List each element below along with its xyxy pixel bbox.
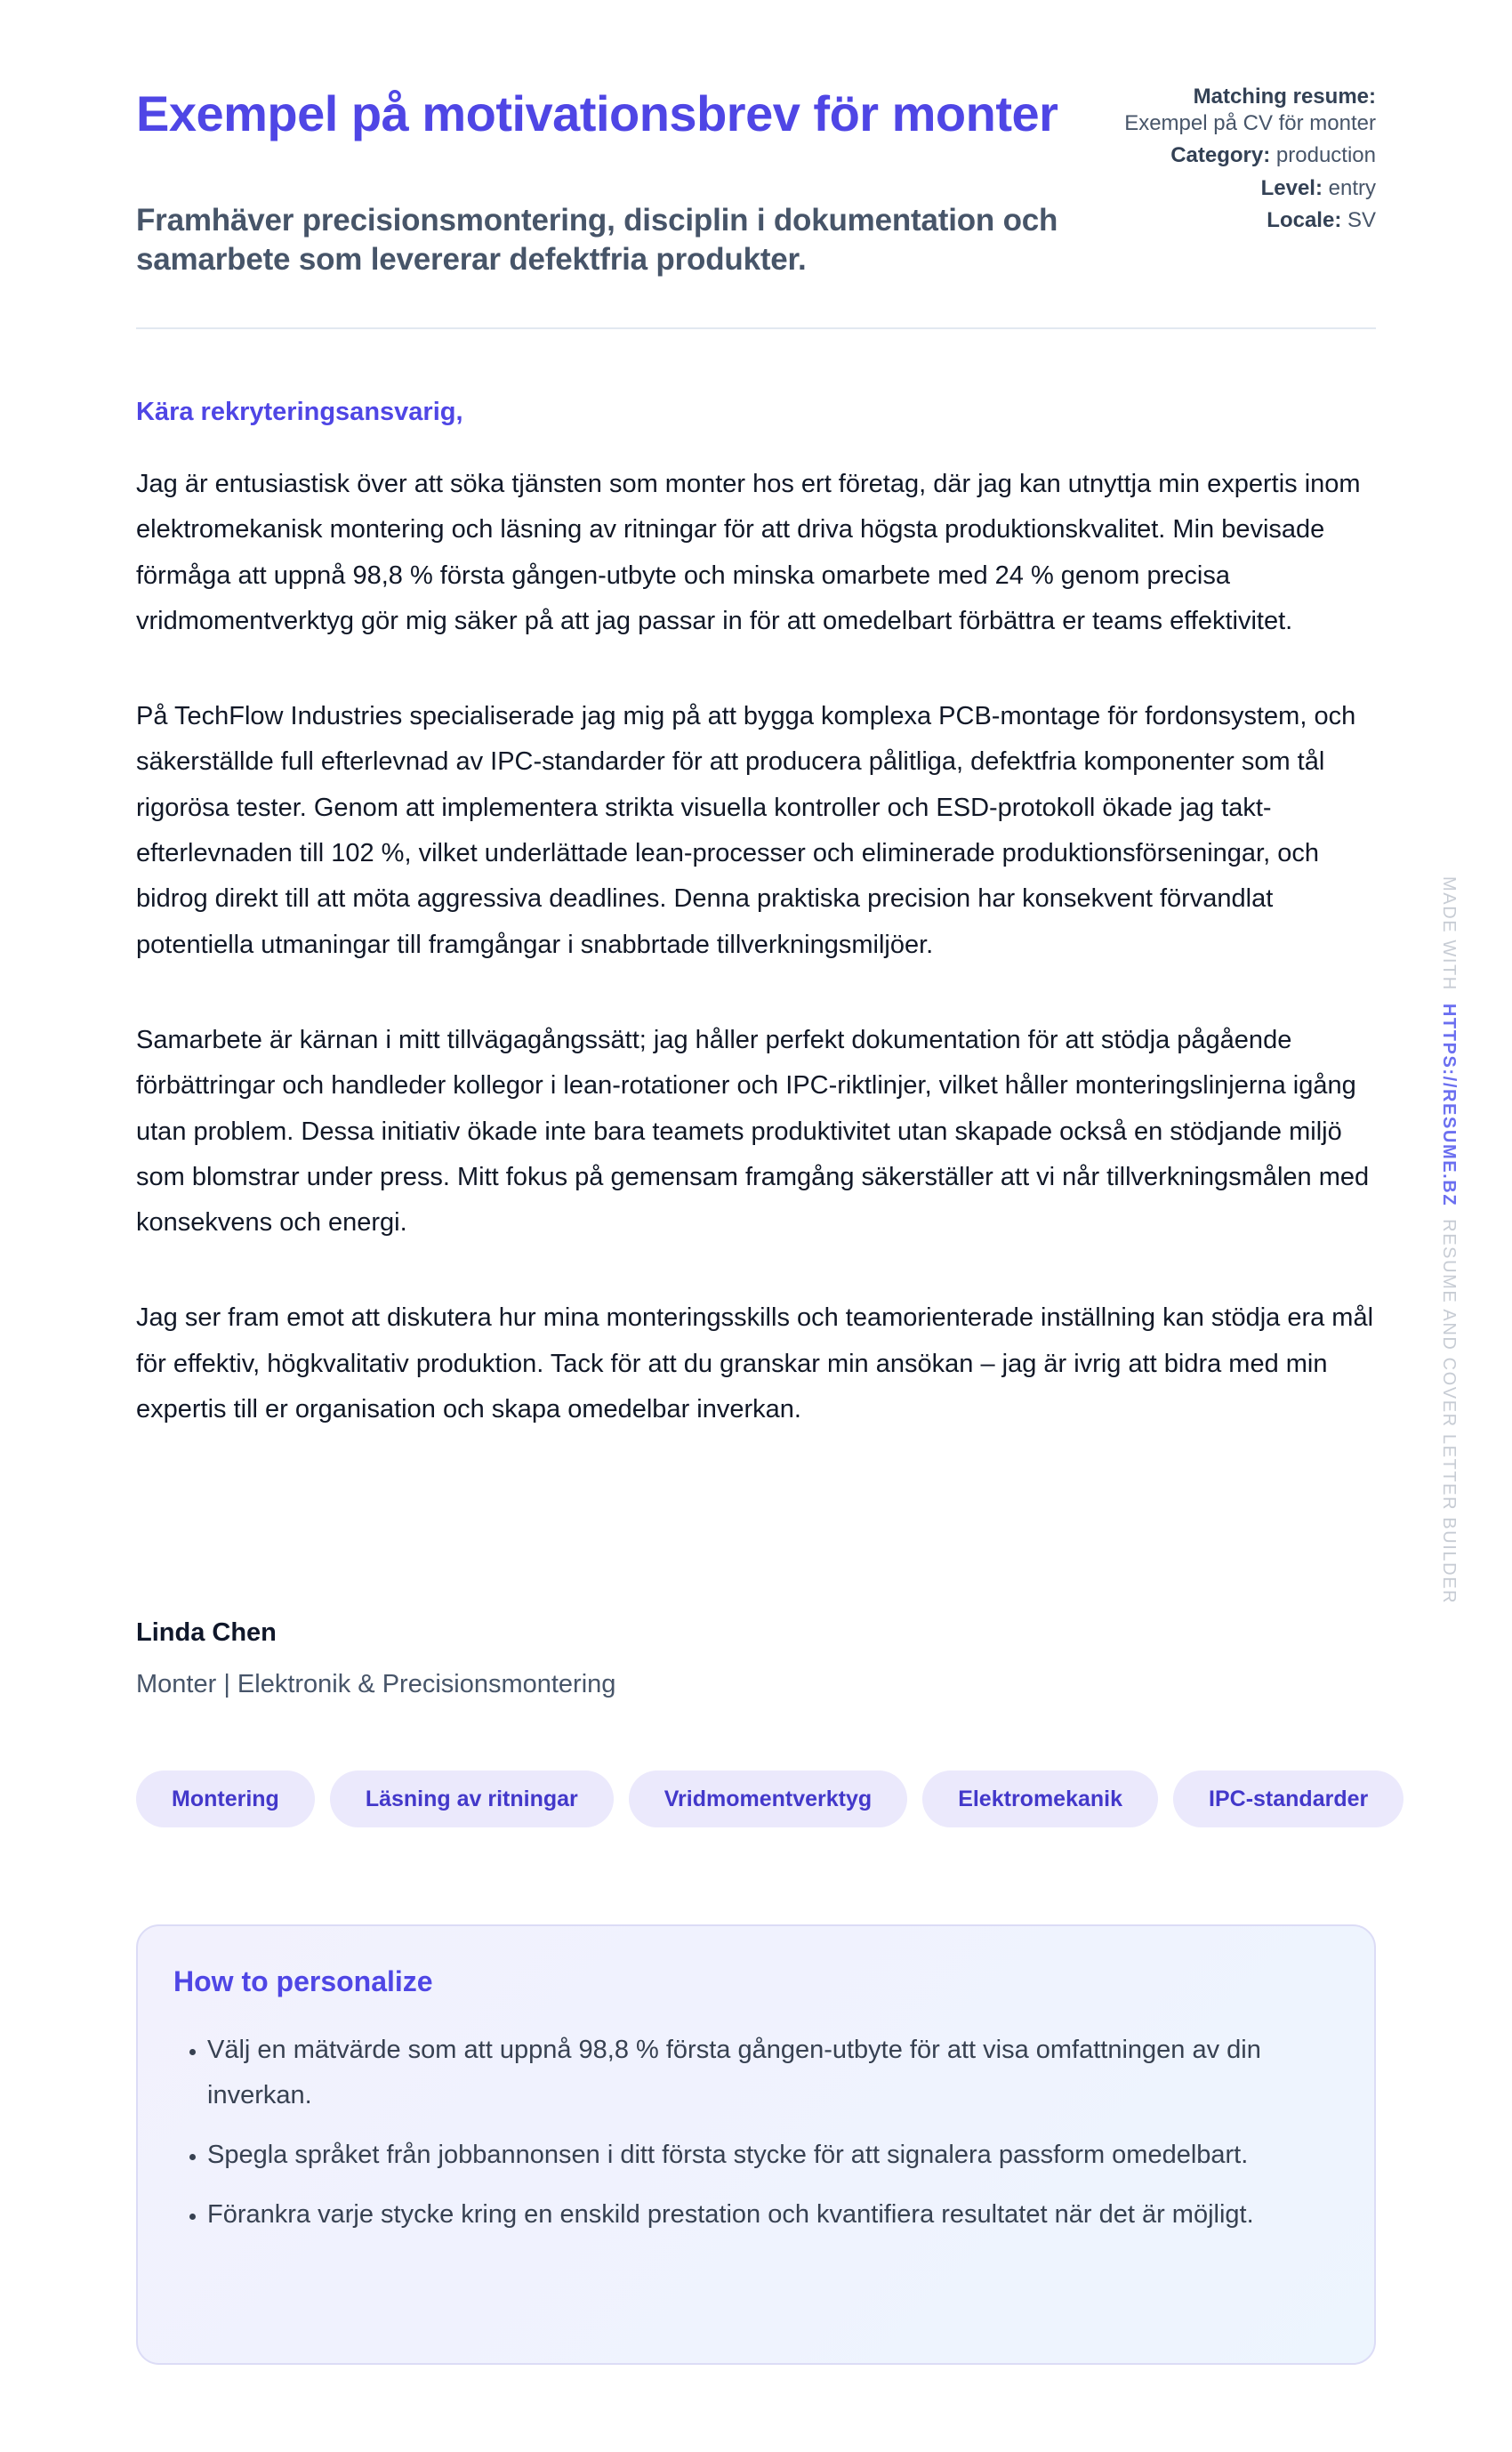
watermark-suffix: RESUME AND COVER LETTER BUILDER xyxy=(1439,1219,1459,1605)
cover-letter-page xyxy=(136,0,1376,2229)
skill-tag: Vridmomentverktyg xyxy=(629,1770,907,1827)
tips-list xyxy=(173,2028,1339,2238)
page-subtitle: Framhäver precisionsmontering, disciplin i dokumentation och samarbete som levererar defektfria produkter. xyxy=(136,203,1058,277)
meta-category-value: production xyxy=(1275,143,1376,167)
skill-tag: Montering xyxy=(136,1770,315,1827)
tips-title: How to personalize xyxy=(173,1965,433,1997)
watermark xyxy=(1439,876,1478,1615)
watermark-prefix: MADE WITH xyxy=(1439,876,1459,991)
meta-level-label: Level: xyxy=(1260,175,1323,200)
watermark-text xyxy=(1439,876,1459,1604)
meta-level xyxy=(1109,175,1376,202)
tip-item: • Välj en mätvärde som att uppnå 98,8 % första gången-utbyte för att visa omfattningen av din inverkan. xyxy=(207,2028,1339,2118)
meta-matching-resume xyxy=(1109,84,1376,136)
header-divider xyxy=(136,327,1376,329)
page-header xyxy=(136,0,1376,329)
salutation: Kära rekryteringsansvarig, xyxy=(136,398,463,426)
letter-paragraph: På TechFlow Industries specialiserade jag mig på att bygga komplexa PCB-montage för fordonsystem, och säkerställde full efterlevnad av IPC-standarder för att producera pålitliga, defektfria komponenter som tål rigorösa tester. Genom att implementera strikta visuella kontroller och ESD-protokoll ökade jag takt-efterlevnaden till 102 %, vilket underlättade lean-processer och eliminerade produktionsförseningar, och bidrog direkt till att möta aggressiva deadlines. Denna praktiska precision har konsekvent förvandlat potentiella utmaningar till framgångar i snabbrtade tillverkningsmiljöer. xyxy=(136,702,1356,959)
meta-category xyxy=(1109,142,1376,169)
tip-item: • Förankra varje stycke kring en enskild prestation och kvantifiera resultatet när det är möjligt. xyxy=(207,2192,1339,2238)
signature xyxy=(136,1613,615,1704)
signature-title: Monter | Elektronik & Precisionsmontering xyxy=(136,1670,616,1698)
watermark-link[interactable]: HTTPS://RESUME.BZ xyxy=(1439,1003,1459,1207)
page-title: Exempel på motivationsbrev för monter xyxy=(136,85,1058,141)
letter-paragraph: Jag är entusiastisk över att söka tjänsten som monter hos ert företag, där jag kan utnyttja min expertis inom elektromekanisk montering och läsning av ritningar för att driva högsta produktionskvalitet. Min bevisade förmåga att uppnå 98,8 % första gången-utbyte och minska omarbete med 24 % genom precisa vridmomentverktyg gör mig säker på att jag passar in för att omedelbart förbättra er teams effektivitet. xyxy=(136,470,1361,635)
meta-locale-value: SV xyxy=(1347,208,1376,232)
meta-panel xyxy=(1109,84,1376,240)
meta-level-value: entry xyxy=(1328,175,1376,200)
letter-body xyxy=(136,462,1376,1482)
personalize-tips-box xyxy=(136,1924,1376,2365)
letter-paragraph: Jag ser fram emot att diskutera hur mina monteringsskills och teamorienterade inställning kan stödja era mål för effektiv, högkvalitativ produktion. Tack för att du granskar min ansökan – jag är ivrig att bidra med min expertis till er organisation och skapa omedelbar inverkan. xyxy=(136,1303,1374,1424)
meta-locale xyxy=(1109,207,1376,234)
meta-matching-resume-link[interactable]: Exempel på CV för monter xyxy=(1124,110,1376,135)
letter-paragraph: Samarbete är kärnan i mitt tillvägagångssätt; jag håller perfekt dokumentation för att stödja pågående förbättringar och handleder kollegor i lean-rotationer och IPC-riktlinjer, vilket håller monteringslinjerna igång utan problem. Dessa initiativ ökade inte bara teamets produktivitet utan skapade också en stödjande miljö som blomstrar under press. Mitt fokus på gemensam framgång säkerställer att vi når tillverkningsmålen med konsekvens och energi. xyxy=(136,1025,1370,1238)
skill-tag: IPC-standarder xyxy=(1173,1770,1403,1827)
signature-name: Linda Chen xyxy=(136,1618,277,1647)
meta-matching-resume-label: Matching resume: xyxy=(1193,85,1376,109)
skill-tag: Elektromekanik xyxy=(922,1770,1158,1827)
meta-category-label: Category: xyxy=(1170,143,1271,167)
meta-locale-label: Locale: xyxy=(1267,208,1342,232)
skill-tag: Läsning av ritningar xyxy=(330,1770,614,1827)
skill-tags xyxy=(136,1770,1403,1827)
tip-item: • Spegla språket från jobbannonsen i ditt första stycke för att signalera passform omedelbart. xyxy=(207,2133,1339,2178)
